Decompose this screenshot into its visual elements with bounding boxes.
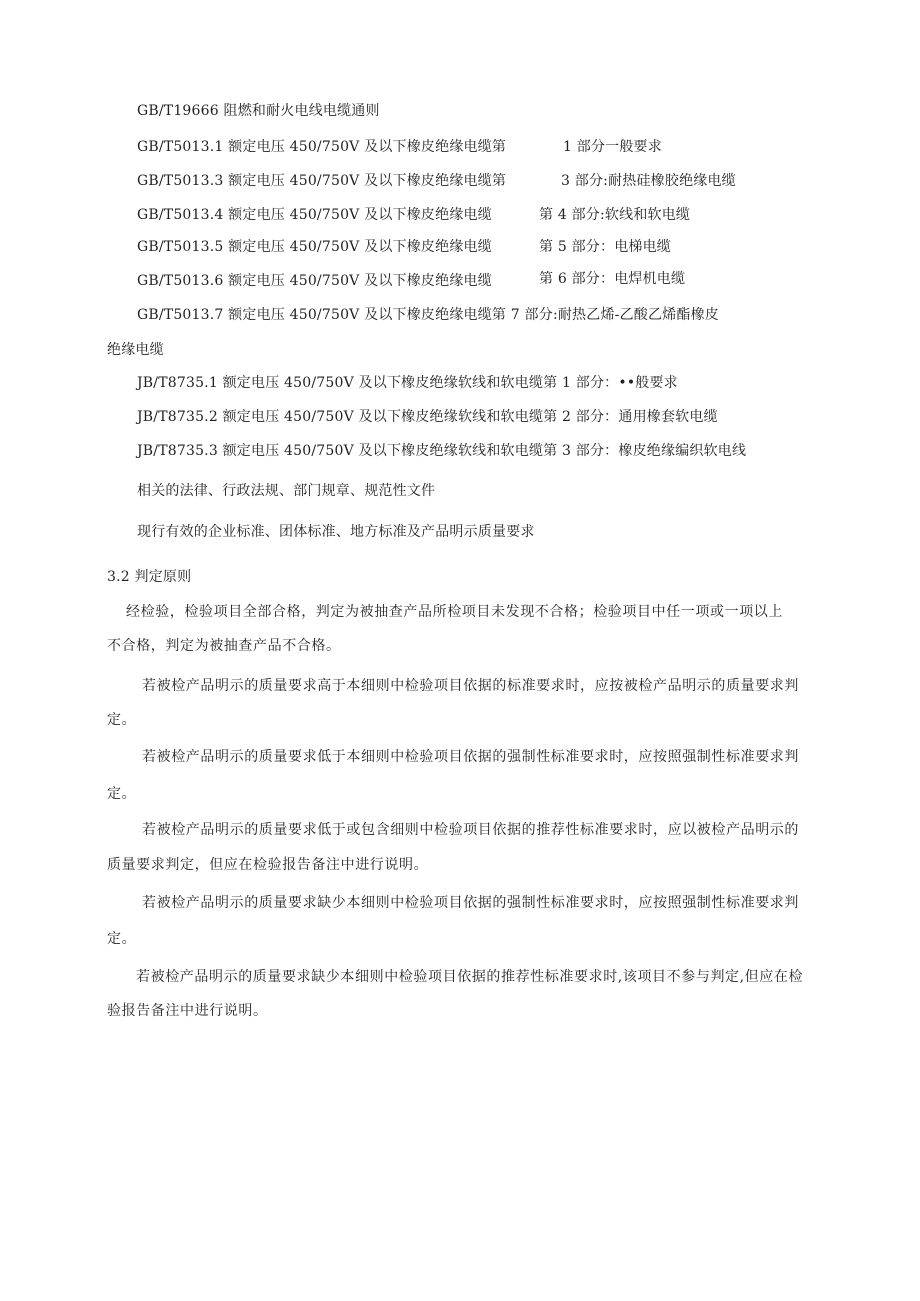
paragraph-1-line-1: 经检验，检验项目全部合格，判定为被抽查产品所检项目未发现不合格；检验项目中任一项或一项以上	[126, 604, 783, 620]
standard-jb-t8735-2: JB/T8735.2 额定电压 450/750V 及以下橡皮绝缘软线和软电缆第 2 部分：通用橡套软电缆	[137, 409, 718, 425]
standard-gb-t5013-4: GB/T5013.4 额定电压 450/750V 及以下橡皮绝缘电缆	[137, 207, 492, 223]
paragraph-6-line-2: 验报告备注中进行说明。	[107, 1003, 268, 1019]
standard-gb-t5013-4-part: 第 4 部分:软线和软电缆	[539, 207, 691, 223]
standard-gb-t5013-6: GB/T5013.6 额定电压 450/750V 及以下橡皮绝缘电缆	[137, 273, 492, 289]
paragraph-3-line-1: 若被检产品明示的质量要求低于本细则中检验项目依据的强制性标准要求时，应按照强制性标准要求判	[142, 749, 799, 765]
current-standards: 现行有效的企业标准、团体标准、地方标准及产品明示质量要求	[137, 524, 535, 540]
paragraph-2-line-2: 定。	[107, 712, 137, 728]
standard-gb-t5013-5-part: 第 5 部分：电梯电缆	[539, 239, 672, 255]
standard-gb-t5013-3: GB/T5013.3 额定电压 450/750V 及以下橡皮绝缘电缆第	[137, 173, 507, 189]
standard-gb-t5013-1-part: 1 部分一般要求	[563, 139, 662, 155]
standard-gb-t5013-1: GB/T5013.1 额定电压 450/750V 及以下橡皮绝缘电缆第	[137, 139, 507, 155]
standard-jb-t8735-3: JB/T8735.3 额定电压 450/750V 及以下橡皮绝缘软线和软电缆第 3 部分：橡皮绝缘编织软电线	[137, 443, 747, 459]
standard-gb-t5013-7: GB/T5013.7 额定电压 450/750V 及以下橡皮绝缘电缆第 7 部分:耐热乙烯-乙酸乙烯酯橡皮	[137, 307, 719, 323]
standard-jb-t8735-1: JB/T8735.1 额定电压 450/750V 及以下橡皮绝缘软线和软电缆第 1 部分：••般要求	[137, 375, 678, 391]
paragraph-5-line-2: 定。	[107, 931, 137, 947]
paragraph-6-line-1: 若被检产品明示的质量要求缺少本细则中检验项目依据的推荐性标准要求时,该项目不参与判定,但应在检	[136, 969, 804, 985]
section-heading: 3.2 判定原则	[107, 569, 192, 585]
paragraph-3-line-2: 定。	[107, 786, 137, 802]
paragraph-5-line-1: 若被检产品明示的质量要求缺少本细则中检验项目依据的强制性标准要求时，应按照强制性标准要求判	[142, 895, 799, 911]
standard-gb-t5013-3-part: 3 部分:耐热硅橡胶绝缘电缆	[561, 173, 736, 189]
paragraph-4-line-1: 若被检产品明示的质量要求低于或包含细则中检验项目依据的推荐性标准要求时，应以被检产品明示的	[142, 822, 799, 838]
related-laws: 相关的法律、行政法规、部门规章、规范性文件	[137, 483, 436, 499]
standard-gb-t5013-7-cont: 绝缘电缆	[107, 342, 164, 358]
standard-gb-t5013-5: GB/T5013.5 额定电压 450/750V 及以下橡皮绝缘电缆	[137, 239, 492, 255]
paragraph-1-line-2: 不合格，判定为被抽查产品不合格。	[107, 638, 341, 654]
standard-gb-t19666: GB/T19666 阻燃和耐火电线电缆通则	[137, 103, 380, 119]
paragraph-2-line-1: 若被检产品明示的质量要求高于本细则中检验项目依据的标准要求时，应按被检产品明示的质量要求判	[142, 678, 799, 694]
standard-gb-t5013-6-part: 第 6 部分：电焊机电缆	[539, 271, 686, 287]
paragraph-4-line-2: 质量要求判定，但应在检验报告备注中进行说明。	[107, 857, 429, 873]
